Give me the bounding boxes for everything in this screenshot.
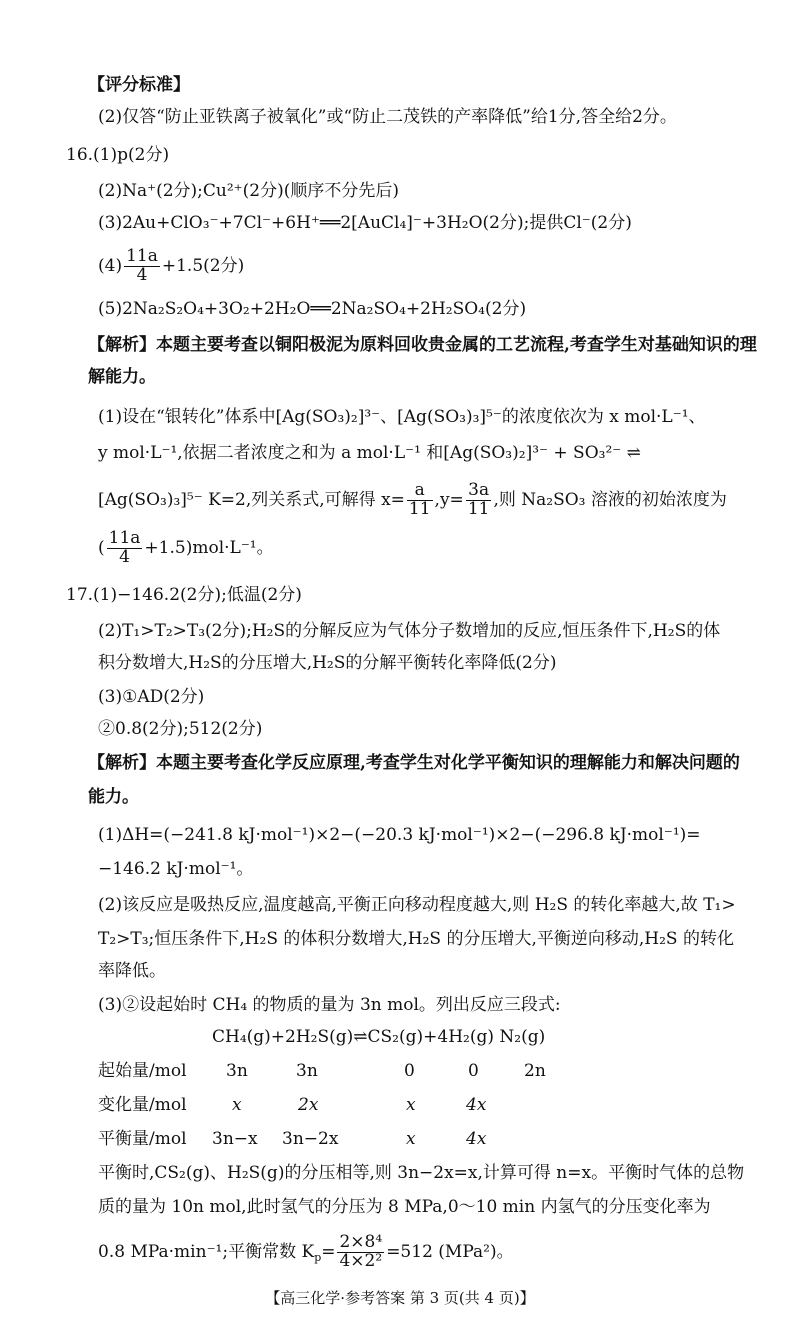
- page-footer: 【高三化学·参考答案 第 3 页(共 4 页)】: [265, 1289, 535, 1307]
- row-label: 变化量/mol: [98, 1095, 187, 1115]
- fraction-numerator: 2×8⁴: [339, 1232, 383, 1252]
- q16-p4-fraction: [107, 530, 143, 567]
- q16-p3-text-c: ,则 Na₂SO₃ 溶液的初始浓度为: [493, 489, 727, 510]
- fraction-denominator: 4×2²: [339, 1250, 383, 1271]
- cell-h2: 4x: [466, 1129, 487, 1149]
- cell-ch4: x: [232, 1095, 242, 1115]
- table-row: [0, 1058, 800, 1084]
- table-row: [0, 1126, 800, 1152]
- row-label: 起始量/mol: [98, 1061, 187, 1081]
- fraction-numerator: 3a: [466, 482, 492, 501]
- q17-line-3: 积分数增大,H₂S的分压增大,H₂S的分解平衡转化率降低(2分): [98, 653, 557, 673]
- q17-line-1: 17.(1)−146.2(2分);低温(2分): [66, 585, 302, 605]
- fraction-denominator: 4: [119, 546, 130, 567]
- cell-cs2: x: [406, 1129, 416, 1149]
- q16-analysis-p4: [98, 530, 274, 567]
- q16-line-1: 16.(1)p(2分): [66, 145, 170, 165]
- q16-analysis-p2: y mol·L⁻¹,依据二者浓度之和为 a mol·L⁻¹ 和[Ag(SO₃)₂]³⁻ + SO₃²⁻ ⇌: [98, 443, 641, 463]
- cell-h2: 4x: [466, 1095, 487, 1115]
- q16-line-3: (3)2Au+ClO₃⁻+7Cl⁻+6H⁺══2[AuCl₄]⁻+3H₂O(2分);提供Cl⁻(2分): [98, 213, 632, 233]
- q17-analysis-p1: (1)ΔH=(−241.8 kJ·mol⁻¹)×2−(−20.3 kJ·mol⁻¹)×2−(−296.8 kJ·mol⁻¹)=: [98, 825, 701, 845]
- q17-analysis-p9: [98, 1234, 514, 1271]
- cell-h2s: 3n: [296, 1061, 318, 1081]
- q16-analysis-p3: [98, 482, 727, 519]
- cell-ch4: 3n: [226, 1061, 248, 1081]
- fraction-numerator: 11a: [126, 246, 158, 266]
- q17-analysis-p6: (3)②设起始时 CH₄ 的物质的量为 3n mol。列出反应三段式:: [98, 995, 561, 1015]
- q17-analysis-p2: −146.2 kJ·mol⁻¹。: [98, 859, 254, 879]
- cell-ch4: 3n−x: [212, 1129, 258, 1149]
- q16-line-4: [98, 248, 244, 285]
- q16-p3-fraction-x: [407, 482, 433, 519]
- q17-line-5: ②0.8(2分);512(2分): [98, 719, 263, 739]
- q16-p3-text-a: [Ag(SO₃)₃]⁵⁻ K=2,列关系式,可解得 x=: [98, 489, 405, 510]
- q16-line-5: (5)2Na₂S₂O₄+3O₂+2H₂O══2Na₂SO₄+2H₂SO₄(2分): [98, 299, 527, 319]
- fraction-denominator: 4: [136, 264, 148, 285]
- q16-analysis-heading-cont: 解能力。: [88, 367, 156, 387]
- q16-analysis-heading: 【解析】本题主要考查以铜阳极泥为原料回收贵金属的工艺流程,考查学生对基础知识的理: [88, 335, 757, 355]
- q17-line-2: (2)T₁>T₂>T₃(2分);H₂S的分解反应为气体分子数增加的反应,恒压条件下,H₂S的体: [98, 621, 721, 641]
- q16-p3-fraction-y: [466, 482, 492, 519]
- q17-p9-text-c: =512 (MPa²)。: [386, 1241, 514, 1262]
- q17-analysis-p8: 质的量为 10n mol,此时氢气的分压为 8 MPa,0～10 min 内氢气的分压变化率为: [98, 1197, 711, 1217]
- fraction-denominator: 11: [467, 498, 490, 519]
- cell-cs2: x: [406, 1095, 416, 1115]
- reaction-equation: CH₄(g)+2H₂S(g)⇌CS₂(g)+4H₂(g) N₂(g): [212, 1027, 546, 1047]
- cell-h2s: 2x: [298, 1095, 319, 1115]
- q17-p9-equals: =: [321, 1241, 336, 1262]
- row-label: 平衡量/mol: [98, 1129, 187, 1149]
- cell-cs2: 0: [404, 1061, 415, 1081]
- q17-analysis-heading-cont: 能力。: [88, 787, 139, 807]
- q16-p3-text-b: ,y=: [434, 489, 464, 510]
- q16-l4-suffix: +1.5(2分): [161, 255, 245, 276]
- fraction-denominator: 11: [408, 498, 431, 519]
- q17-analysis-p4: T₂>T₃;恒压条件下,H₂S 的体积分数增大,H₂S 的分压增大,平衡逆向移动,H₂S 的转化: [98, 929, 734, 949]
- q16-line-2: (2)Na⁺(2分);Cu²⁺(2分)(顺序不分先后): [98, 181, 399, 201]
- scoring-heading: 【评分标准】: [88, 75, 190, 95]
- q17-analysis-p5: 率降低。: [98, 961, 166, 981]
- q16-analysis-p1: (1)设在“银转化”体系中[Ag(SO₃)₂]³⁻、[Ag(SO₃)₃]⁵⁻的浓度依次为 x mol·L⁻¹、: [98, 407, 706, 427]
- cell-h2: 0: [468, 1061, 479, 1081]
- q16-l4-fraction: [124, 248, 160, 285]
- q17-analysis-heading: 【解析】本题主要考查化学反应原理,考查学生对化学平衡知识的理解能力和解决问题的: [88, 753, 740, 773]
- q16-p4-text-b: +1.5)mol·L⁻¹。: [144, 537, 274, 558]
- q16-l4-prefix: (4): [98, 255, 123, 276]
- fraction-numerator: a: [407, 482, 433, 501]
- q17-analysis-p7: 平衡时,CS₂(g)、H₂S(g)的分压相等,则 3n−2x=x,计算可得 n=x。平衡时气体的总物: [98, 1163, 745, 1183]
- cell-h2s: 3n−2x: [282, 1129, 339, 1149]
- cell-n2: 2n: [524, 1061, 546, 1081]
- q17-analysis-p3: (2)该反应是吸热反应,温度越高,平衡正向移动程度越大,则 H₂S 的转化率越大,故 T₁>: [98, 895, 736, 915]
- q16-p4-text-a: (: [98, 537, 105, 558]
- kp-subscript: p: [314, 1251, 322, 1265]
- fraction-numerator: 11a: [108, 528, 141, 548]
- scoring-item: (2)仅答“防止亚铁离子被氧化”或“防止二茂铁的产率降低”给1分,答全给2分。: [98, 107, 677, 127]
- q17-p9-text-a: 0.8 MPa·min⁻¹;平衡常数 K: [98, 1241, 315, 1262]
- q17-kp-fraction: [337, 1234, 384, 1271]
- table-row: [0, 1092, 800, 1118]
- q17-line-4: (3)①AD(2分): [98, 687, 205, 707]
